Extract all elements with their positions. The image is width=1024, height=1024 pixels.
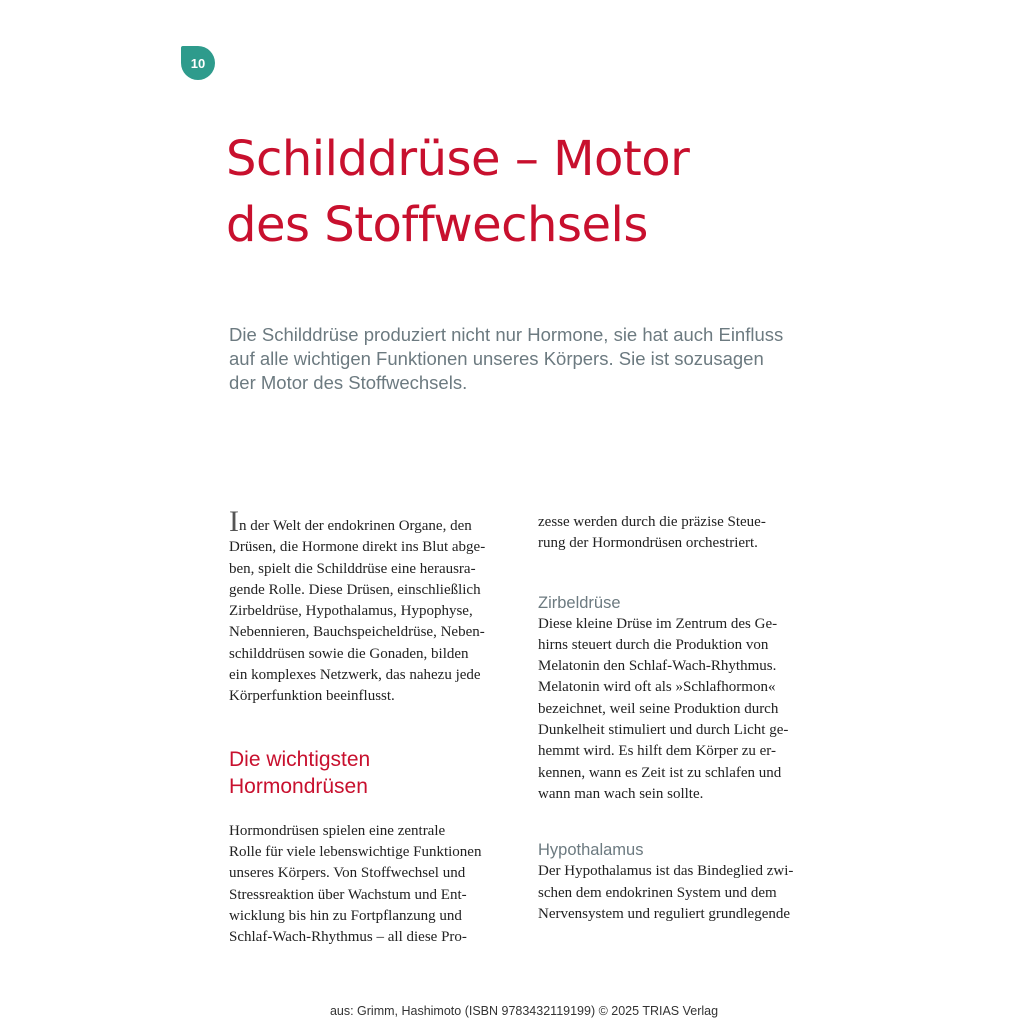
intro-line: Die Schilddrüse produziert nicht nur Hormone, sie hat auch Einfluss: [229, 324, 784, 345]
paragraph-line: [229, 505, 519, 538]
title-line-2: des Stoffwechsels: [226, 197, 648, 253]
continuation-paragraph: [538, 512, 828, 555]
paragraph-line: bezeichnet, weil seine Produktion durch: [538, 700, 779, 717]
title-line-1: Schilddrüse – Motor: [226, 131, 690, 187]
paragraph-line: ein komplexes Netzwerk, das nahezu jede: [229, 667, 481, 684]
page-title: [226, 126, 846, 258]
paragraph-line: Zirbeldrüse, Hypothalamus, Hypophyse,: [229, 603, 473, 620]
paragraph-line: Melatonin wird oft als »Schlafhormon«: [538, 679, 776, 696]
paragraph-line: Melatonin den Schlaf-Wach-Rhythmus.: [538, 658, 777, 675]
intro-lead: [229, 323, 839, 395]
paragraph-line-text: n der Welt der endokrinen Organe, den: [239, 518, 472, 534]
right-column: [538, 512, 828, 925]
paragraph-line: Drüsen, die Hormone direkt ins Blut abge-: [229, 539, 486, 556]
paragraph-line: Diese kleine Drüse im Zentrum des Ge-: [538, 615, 778, 632]
intro-paragraph: [229, 505, 519, 708]
paragraph-line: gende Rolle. Diese Drüsen, einschließlich: [229, 581, 481, 598]
paragraph-line: Körperfunktion beeinflusst.: [229, 688, 395, 705]
paragraph-line: zesse werden durch die präzise Steue-: [538, 514, 766, 530]
paragraph-line: ben, spielt die Schilddrüse eine herausra-: [229, 560, 476, 577]
paragraph-line: schilddrüsen sowie die Gonaden, bilden: [229, 645, 469, 662]
paragraph-line: Nebennieren, Bauchspeicheldrüse, Neben-: [229, 624, 485, 641]
section-heading: [229, 746, 519, 800]
paragraph-line: wann man wach sein sollte.: [538, 785, 704, 802]
subheading-zirbeldruese: Zirbeldrüse: [538, 593, 621, 612]
paragraph-line: Nervensystem und reguliert grundlegende: [538, 905, 791, 922]
page-footer-source: aus: Grimm, Hashimoto (ISBN 9783432119199) © 2025 TRIAS Verlag: [329, 1004, 719, 1018]
paragraph-line: wicklung bis hin zu Fortpflanzung und: [229, 907, 462, 924]
paragraph-line: Dunkelheit stimuliert und durch Licht ge-: [538, 722, 789, 739]
paragraph-line: unseres Körpers. Von Stoffwechsel und: [229, 865, 466, 882]
body-paragraph: [229, 821, 519, 949]
paragraph-line: rung der Hormondrüsen orchestriert.: [538, 535, 758, 552]
intro-line: auf alle wichtigen Funktionen unseres Körpers. Sie ist sozusagen: [229, 348, 764, 369]
paragraph-line: Schlaf-Wach-Rhythmus – all diese Pro-: [229, 929, 467, 946]
intro-line: der Motor des Stoffwechsels.: [229, 372, 468, 393]
page-number-badge: 10: [181, 46, 215, 80]
paragraph-line: Rolle für viele lebenswichtige Funktionen: [229, 843, 482, 860]
section-heading-line: Die wichtigsten: [229, 747, 371, 771]
subheading-hypothalamus: Hypothalamus: [538, 841, 644, 860]
paragraph-line: hirns steuert durch die Produktion von: [538, 636, 769, 653]
paragraph-line: kennen, wann es Zeit ist zu schlafen und: [538, 764, 782, 781]
paragraph-line: schen dem endokrinen System und dem: [538, 884, 777, 901]
paragraph-line: Stressreaktion über Wachstum und Ent-: [229, 886, 467, 903]
section-heading-line: Hormondrüsen: [229, 774, 368, 798]
left-column: [229, 505, 519, 948]
paragraph-line: Hormondrüsen spielen eine zentrale: [229, 822, 446, 839]
paragraph-line: hemmt wird. Es hilft dem Körper zu er-: [538, 743, 776, 760]
drop-cap: I: [229, 505, 239, 538]
zirbeldruese-paragraph: [538, 614, 828, 806]
hypothalamus-paragraph: [538, 861, 828, 925]
paragraph-line: Der Hypothalamus ist das Bindeglied zwi-: [538, 863, 794, 880]
